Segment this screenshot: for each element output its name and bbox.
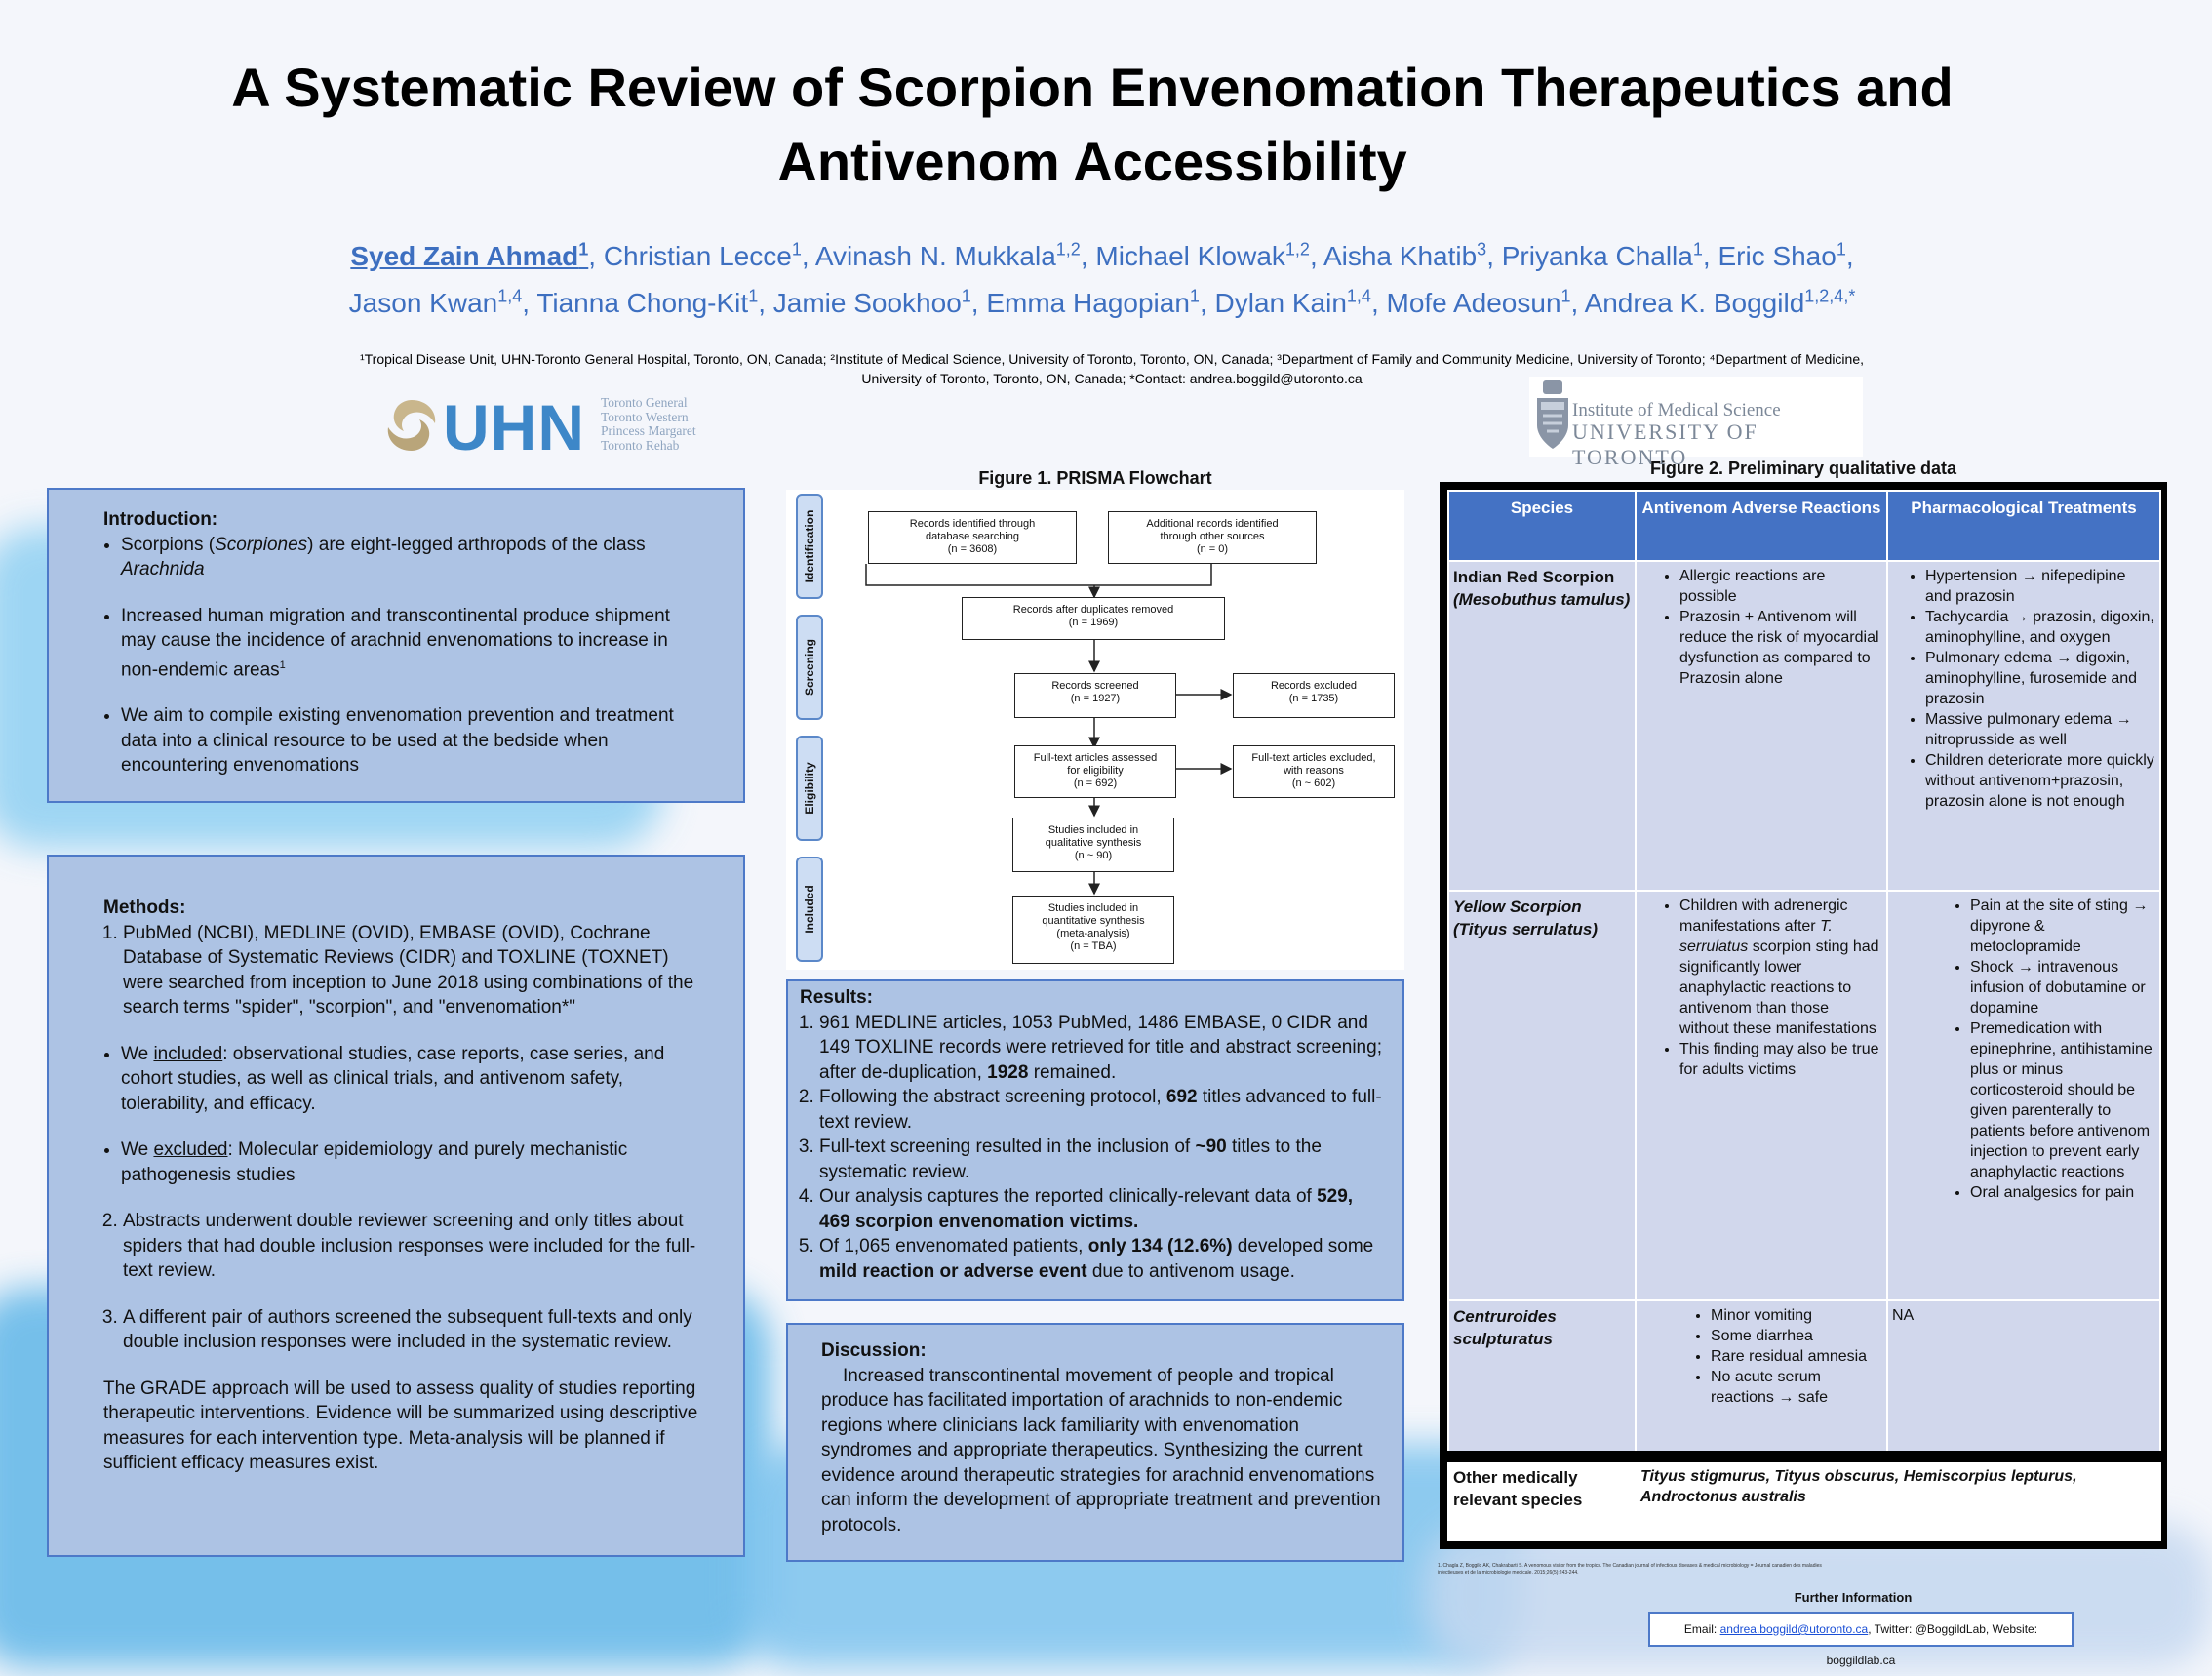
author-name: Jason Kwan — [348, 287, 498, 318]
prisma-box-qualitative: Studies included in qualitative synthesis (n ~ 90) — [1012, 818, 1174, 872]
qualitative-table-frame — [1440, 482, 2167, 1549]
results-item: 1. 961 MEDLINE articles, 1053 PubMed, 1486 EMBASE, 0 CIDR and 149 TOXLINE records were retrieved for title and abstract screening; after de-duplication, 1928 remained. — [819, 1011, 1389, 1086]
species-cell: Centruroides sculpturatus — [1448, 1300, 1636, 1457]
intro-bullet: • Increased human migration and transcontinental produce shipment may cause the incidence of arachnid envenomations to increase in non-endemic areas$^1$ — [121, 604, 704, 683]
figure1-title: Figure 1. PRISMA Flowchart — [978, 468, 1212, 488]
table-row — [1448, 1300, 2160, 1457]
methods-grade: The GRADE approach will be used to assess quality of studies reporting therapeutic interventions. Evidence will be summarized using descriptive measures for each intervention type. Meta-analysis will be planned if sufficient efficacy measures exist. — [103, 1377, 698, 1473]
results-item: 5. Of 1,065 envenomated patients, only 134 (12.6%) developed some mild reaction or adverse event due to antivenom usage. — [819, 1234, 1389, 1284]
table-row — [1448, 561, 2160, 891]
prisma-box-screened: Records screened (n = 1927) — [1014, 673, 1176, 718]
discussion-heading: Discussion: — [821, 1340, 927, 1361]
uhn-site: Toronto Rehab — [601, 437, 680, 453]
results-panel — [786, 979, 1404, 1301]
stage-included: Included — [796, 857, 823, 962]
prisma-box-fulltext-excluded: Full-text articles excluded, with reasons (n ~ 602) — [1233, 745, 1395, 798]
prisma-box-database: Records identified through database searching (n = 3608) — [868, 511, 1077, 564]
header-species: Species — [1448, 491, 1636, 561]
discussion-panel — [786, 1323, 1404, 1562]
further-info-heading: Further Information — [1794, 1590, 1913, 1605]
methods-exclusion: • We excluded: Molecular epidemiology and purely mechanistic pathogenesis studies — [121, 1137, 700, 1187]
author-name: Michael Klowak — [1095, 241, 1285, 272]
author-list: Syed Zain Ahmad$^1$, Christian Lecce$^1$, Avinash N. Mukkala$^{1,2}$, Michael Klowak$^{1,2}$, Aisha Khatib$^3$, Priyanka Challa$^1$, Eric Shao$^1$, Jason Kwan$^{1,4}$, Tianna Chong-Kit$^1$, Jamie Sookhoo$^1$, Emma Hagopian$^1$, Dylan Kain$^{1,4}$, Mofe Adeosun$^1$, Andrea K. Boggild$^{1,2,4,*}$ — [348, 240, 1856, 318]
first-author: Syed Zain Ahmad$^1$ — [350, 240, 589, 272]
author-name: Dylan Kain — [1214, 287, 1347, 318]
author-name: Aisha Khatib — [1323, 241, 1478, 272]
uhn-site: Toronto Western — [601, 409, 689, 424]
discussion-text: Increased transcontinental movement of people and tropical produce has facilitated importation of arachnids to non-endemic regions where clinicians lack familiarity with envenomation syndromes and appropriate therapeutics. Synthesizing the current evidence around therapeutic strategies for arachnid envenomations can inform the development of appropriate treatment and prevention protocols. — [821, 1365, 1381, 1536]
reactions-cell: • Children with adrenergic manifestations after T. serrulatus scorpion sting had significantly lower anaphylactic reactions to antivenom than those without these manifestations • This finding may also be true for adults victims — [1636, 891, 1887, 1300]
species-cell: Yellow Scorpion (Tityus serrulatus) — [1448, 891, 1636, 1300]
contact-box: Email: andrea.boggild@utoronto.ca, Twitter: @BoggildLab, Website: boggildlab.ca — [1648, 1612, 2074, 1647]
uoft-crest-icon — [1533, 380, 1572, 453]
poster-title: A Systematic Review of Scorpion Envenomation Therapeutics and Antivenom Accessibility — [231, 57, 1954, 192]
prisma-flowchart — [786, 490, 1404, 970]
uhn-site: Toronto General — [601, 395, 688, 410]
author-name: Jamie Sookhoo — [772, 287, 962, 318]
uhn-swirl-icon — [380, 394, 443, 457]
treatments-cell: • Pain at the site of sting → dipyrone & metoclopramide • Shock → intravenous infusion of dobutamine or dopamine • Premedication with epinephrine, antihistamine plus or minus corticosteroid should be given parenterally to patients before antivenom injection to prevent early anaphylactic reactions • Oral analgesics for pain — [1887, 891, 2160, 1300]
stage-screening: Screening — [796, 615, 823, 720]
introduction-panel — [47, 488, 745, 803]
reactions-cell: • Minor vomiting • Some diarrhea • Rare residual amnesia • No acute serum reactions → safe — [1636, 1300, 1887, 1457]
intro-bullet: • Scorpions (Scorpiones) are eight-legged arthropods of the class Arachnida — [121, 533, 704, 582]
stage-identification: Identification — [796, 494, 823, 599]
results-item: 3. Full-text screening resulted in the inclusion of ~90 titles to the systematic review. — [819, 1135, 1389, 1184]
prisma-box-quantitative: Studies included in quantitative synthesis (meta-analysis) (n = TBA) — [1012, 896, 1174, 964]
methods-step: 1. PubMed (NCBI), MEDLINE (OVID), EMBASE (OVID), Cochrane Database of Systematic Reviews (CIDR) and TOXLINE (TOXNET) were searched from inception to June 2018 using combinations of the search terms "spider", "scorpion", and "envenomation*" — [123, 921, 700, 1020]
reactions-cell: • Allergic reactions are possible • Prazosin + Antivenom will reduce the risk of myocardial dysfunction as compared to Prazosin alone — [1636, 561, 1887, 891]
results-item: 2. Following the abstract screening protocol, 692 titles advanced to full-text review. — [819, 1085, 1389, 1135]
results-item: 4. Our analysis captures the reported clinically-relevant data of 529, 469 scorpion envenomation victims. — [819, 1184, 1389, 1234]
treatments-cell: NA — [1887, 1300, 2160, 1457]
reference-footnote: 1. Chagla Z, Boggild AK, Chakrabarti S. A venomous visitor from the tropics. The Canadian journal of infectious diseases & medical microbiology = Journal canadien des maladies infectieuses et de la microbiologie medicale. 2015;26(5):243-244. — [1438, 1563, 1822, 1576]
figure2-title: Figure 2. Preliminary qualitative data — [1649, 459, 1957, 478]
uoft-logo — [1529, 377, 1863, 469]
affiliations: ¹Tropical Disease Unit, UHN-Toronto General Hospital, Toronto, ON, Canada; ²Institute of Medical Science, University of Toronto, Toronto, ON, Canada; ³Department of Family and Community Medicine, University of Toronto; ⁴Department of Medicine, University of Toronto, Toronto, ON, Canada; *Contact: andrea.boggild@utoronto.ca — [359, 351, 1865, 386]
uhn-site: Princess Margaret — [601, 423, 696, 438]
uoft-line1: Institute of Medical Science — [1572, 400, 1781, 420]
prisma-box-fulltext: Full-text articles assessed for eligibility (n = 692) — [1014, 745, 1176, 798]
author-name: Eric Shao — [1718, 241, 1837, 272]
uhn-wordmark: UHN — [443, 391, 585, 463]
author-name: Andrea K. Boggild — [1584, 287, 1805, 318]
uoft-line2: UNIVERSITY OF TORONTO — [1572, 419, 1758, 469]
methods-inclusion: • We included: observational studies, case reports, case series, and cohort studies, as well as clinical trials, and antivenom safety, tolerability, and efficacy. — [121, 1042, 700, 1117]
uhn-sites — [601, 396, 696, 453]
header-treatments: Pharmacological Treatments — [1887, 491, 2160, 561]
table-header-row — [1448, 491, 2160, 561]
introduction-heading: Introduction: — [103, 509, 218, 530]
author-name: Tianna Chong-Kit — [536, 287, 749, 318]
treatments-cell: • Hypertension → nifepedipine and prazosin • Tachycardia → prazosin, digoxin, aminophylline, and oxygen • Pulmonary edema → digoxin, aminophylline, furosemide and prazosin • Massive pulmonary edema → nitroprusside as well • Children deteriorate more quickly without antivenom+prazosin, prazosin alone is not enough — [1887, 561, 2160, 891]
results-heading: Results: — [800, 987, 873, 1008]
author-name: Christian Lecce — [603, 241, 792, 272]
species-cell: Other medically relevant species — [1448, 1457, 1636, 1540]
author-name: Emma Hagopian — [986, 287, 1190, 318]
methods-step: 3. A different pair of authors screened the subsequent full-texts and only double inclusion responses were included in the systematic review. — [123, 1305, 700, 1355]
prisma-box-other-sources: Additional records identified through other sources (n = 0) — [1108, 511, 1317, 564]
species-cell: Indian Red Scorpion (Mesobuthus tamulus) — [1448, 561, 1636, 891]
stage-eligibility: Eligibility — [796, 736, 823, 841]
header-reactions: Antivenom Adverse Reactions — [1636, 491, 1887, 561]
author-name: Mofe Adeosun — [1386, 287, 1561, 318]
methods-heading: Methods: — [103, 898, 186, 918]
email-link[interactable]: andrea.boggild@utoronto.ca — [1719, 1622, 1869, 1636]
prisma-box-excluded: Records excluded (n = 1735) — [1233, 673, 1395, 718]
table-row — [1448, 891, 2160, 1300]
table-row — [1448, 1457, 2160, 1540]
author-name: Avinash N. Mukkala — [814, 241, 1056, 272]
author-name: Priyanka Challa — [1501, 241, 1693, 272]
uhn-logo — [380, 391, 712, 463]
prisma-box-duplicates: Records after duplicates removed (n = 1969) — [962, 597, 1225, 640]
methods-panel — [47, 855, 745, 1557]
qualitative-table — [1447, 490, 2161, 1541]
species-list-cell: Tityus stigmurus, Tityus obscurus, Hemiscorpius lepturus, Androctonus australis — [1636, 1457, 2160, 1540]
intro-bullet: • We aim to compile existing envenomation prevention and treatment data into a clinical resource to be used at the bedside when encountering envenomations — [121, 703, 704, 778]
methods-step: 2. Abstracts underwent double reviewer screening and only titles about spiders that had double inclusion responses were included for the full-text review. — [123, 1209, 700, 1284]
